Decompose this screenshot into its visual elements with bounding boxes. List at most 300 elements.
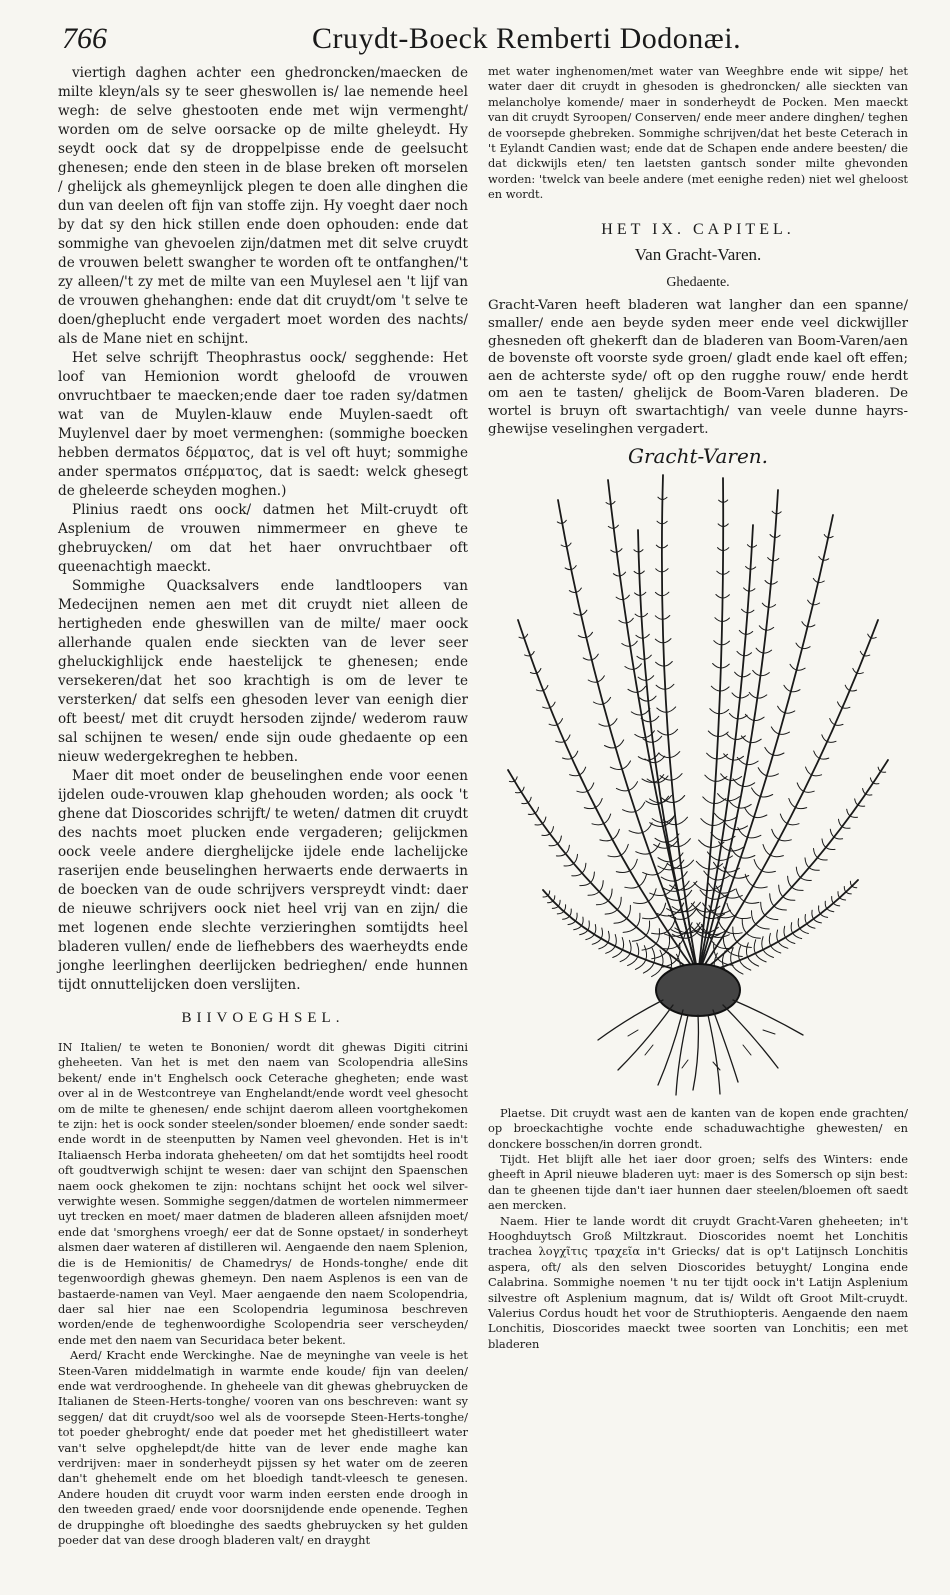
fern-leaflet [833, 903, 839, 906]
fern-leaflet [609, 718, 617, 725]
fern-leaflet [640, 698, 649, 701]
fern-leaflet [805, 858, 809, 868]
fern-leaflet [550, 702, 555, 708]
fern-leaflet [723, 594, 730, 597]
fern-leaflet [771, 727, 779, 734]
fern-leaflet [636, 913, 640, 927]
fern-leaflet [599, 880, 603, 891]
fern-leaflet [679, 838, 691, 846]
description-paragraph: Gracht-Varen heeft bladeren wat langher dan een spanne/ smaller/ ende aen beyde syden meer ende veel dickwijller ghesneden oft ghekerft dan de bladeren van Boom-Varen/aen de bovenste oft voorste syde groen/ gladt ende kael oft effen; aen de achterste syde/ oft op den rugghe rouw/ ende herdt om aen te tasten/ ghelijck de Boom-Varen bladeren. De wortel is bruyn oft swartachtigh/ van veele dunne hayrs-ghewijse veselinghen vergadert. [488, 298, 908, 437]
fern-leaflet [769, 933, 770, 945]
fern-leaflet [666, 936, 669, 952]
fern-leaflet [638, 677, 646, 680]
fern-leaflet [761, 794, 773, 796]
fern-leaflet [820, 758, 829, 759]
figure-caption: Gracht-Varen. [627, 444, 769, 469]
fern-leaflet [623, 809, 636, 811]
fern-leaflet [765, 915, 778, 919]
fern-leaflet [604, 814, 611, 824]
fern-leaflet [613, 950, 623, 958]
fern-leaflet [703, 797, 714, 804]
fern-leaflet [727, 950, 742, 956]
fern-leaflet [779, 732, 789, 734]
name-paragraph: Naem. Hier te lande wordt dit cruydt Gracht-Varen gheheeten; in't Hooghduytsch Groß Miltzkraut. Dioscorides noemt het Lonchitis trachea λογχῖτις τραχεῖα in't Griecks/ dat is op't Latijnsch Lonchitis aspera, oft/ als den selven Dioscorides betuyght/ Longina ende Calabrina. Sommighe noemen 't nu ter tijdt oock in't Latijn Asplenium silvestre oft Asplenium magnum, dat is/ Wildt oft Groot Milt-cruydt. Valerius Cordus houdt het voor de Struthiopteris. Aengaende den naem Lonchitis, Dioscorides maeckt twee soorten van Lonchitis; een met bladeren [488, 1213, 908, 1351]
fern-leaflet [745, 808, 754, 817]
fern-leaflet [577, 791, 588, 792]
fern-leaflet [556, 854, 565, 856]
fern-frond [698, 478, 723, 975]
fern-leaflet [655, 592, 662, 595]
fern-leaflet [528, 797, 531, 803]
fern-leaflet [751, 910, 755, 924]
fern-woodcut-illustration [488, 470, 908, 1100]
fern-leaflet [808, 600, 813, 605]
fern-leaflet [761, 902, 765, 915]
fern-leaflet [747, 761, 758, 765]
fern-leaflet [870, 778, 873, 783]
fern-leaflet [530, 651, 534, 655]
fern-leaflet [873, 783, 879, 784]
fern-leaflet [740, 694, 749, 697]
fern-leaflet [757, 695, 766, 698]
fern-leaflet [713, 663, 721, 668]
fern-leaflet [620, 572, 626, 576]
fern-leaflet [738, 715, 747, 719]
fern-leaflet [822, 839, 826, 848]
fern-leaflet [656, 756, 665, 762]
fern-leaflet [567, 543, 572, 547]
fern-leaflet [582, 917, 584, 926]
fern-leaflet [814, 751, 820, 758]
fern-leaflet [614, 918, 627, 923]
fern-leaflet [603, 697, 610, 704]
fern-leaflet [705, 775, 716, 781]
fern-leaflet [658, 730, 668, 734]
fern-woodcut-icon [488, 470, 908, 1100]
fern-leaflet [840, 897, 846, 899]
fern-leaflet [814, 919, 822, 923]
fern-leaflet [662, 592, 669, 596]
fern-leaflet [637, 656, 645, 659]
fern-leaflet [774, 906, 786, 910]
fern-leaflet [734, 826, 747, 830]
fern-leaflet [564, 863, 574, 865]
fern-leaflet [571, 565, 576, 569]
fern-leaflet [640, 592, 646, 595]
fern-leaflet [592, 654, 599, 660]
fern-leaflet [827, 908, 834, 911]
fern-leaflet [586, 632, 592, 637]
fern-leaflet [736, 889, 744, 901]
fern-leaflet [802, 621, 808, 626]
fern-leaflet [785, 711, 795, 713]
fern-leaflet [643, 916, 658, 918]
fern-leaflet [592, 823, 604, 824]
fern-leaflet [663, 638, 671, 642]
fern-leaflet [596, 798, 603, 807]
fern-leaflet [576, 588, 581, 592]
fern-leaflet [827, 741, 836, 742]
fern-leaflet [793, 933, 802, 939]
fern-leaflet [711, 686, 720, 691]
fern-leaflet [791, 922, 793, 933]
fern-leaflet [791, 689, 800, 691]
fern-leaflet [751, 739, 762, 742]
fern-leaflet [812, 775, 822, 776]
fern-leaflet [761, 672, 770, 675]
fern-leaflet [587, 783, 593, 791]
fern-leaflet [657, 708, 667, 712]
appendix-paragraph-2: Aerd/ Kracht ende Werckinghe. Nae de meyninghe van veele is het Steen-Varen middelmatigh in warmte ende koude/ fijn van deelen/ ende wat verdrooghende. In gheheele van dit ghewas ghebruycken de Italianen de Steen-Herts-tonghe/ vooren van ons beschreven: want sy seggen/ dat dit cruydt/soo wel als de voorsepde Steen-Herts-tonghe/ tot poeder ghebroght/ ende dat poeder met het ghedistilleert water van't selve opghelepdt/de hitte van de lever ende maghe kan verdrijven: maer in sonderheydt pijssen sy het water om de zeeren dan't ghehemelt ende om het bloedigh tandt-vleesch te genesen. Andere houden dit cruydt voor warm inden eersten ende droogh in den tweeden graed/ ende voor doorsnijdende ende openende. Teghen de druppinghe oft bloedinghe des saedts ghebruycken sy het gulden poeder dat van dese droogh bladeren valt/ en drayght [58, 1348, 468, 1547]
fern-leaflet [548, 901, 554, 903]
fern-leaflet [615, 934, 616, 946]
fern-leaflet [550, 826, 554, 833]
fern-leaflet [627, 618, 634, 623]
fern-leaflet [636, 802, 645, 811]
fern-leaflet [521, 787, 524, 792]
fern-leaflet [770, 855, 783, 857]
fern-leaflet [842, 826, 850, 828]
fern-leaflet [804, 791, 815, 792]
fern-leaflet [755, 953, 766, 961]
fern-leaflet [631, 712, 641, 715]
fern-leaflet [635, 960, 645, 970]
fern-leaflet [820, 914, 827, 918]
paragraph-4: Sommighe Quacksalvers ende landtloopers van Medecijnen nemen aen met dit cruydt niet alleen de hertigheden ende gheswillen van de milte/ maer oock allerhande qualen ende sieckten van de lever seer gheluckighlijck ende haestelijck te ghenesen; ende versekeren/dat het soo krachtigh is om de lever te versterken/ dat selfs een ghesoden lever van eenigh dier oft beest/ met dit cruydt hersoden zijnde/ wederom rauw sal schijnen te wesen/ ende sijn oude ghedaente op een nieuw wedergekreghen te hebben. [58, 578, 468, 765]
fern-leaflet [643, 823, 653, 833]
fern-leaflet [752, 788, 761, 797]
fern-leaflet [866, 794, 872, 795]
fern-leaflet [652, 948, 655, 963]
fern-leaflet [714, 813, 725, 820]
fern-leaflet [754, 859, 762, 870]
fern-leaflet [599, 942, 608, 948]
fern-leaflet [569, 909, 571, 916]
fern-leaflet [637, 943, 639, 957]
fern-leaflet [597, 676, 604, 682]
fern-leaflet [731, 948, 733, 963]
page-number: 766 [62, 22, 107, 55]
fern-leaflet [543, 685, 548, 690]
fern-leaflet [797, 783, 803, 791]
fern-leaflet [771, 946, 781, 953]
fern-leaflet [742, 919, 746, 933]
fern-leaflet [535, 807, 538, 813]
fern-leaflet [556, 741, 565, 742]
fern-leaflet [592, 938, 601, 944]
fern-leaflet [801, 877, 812, 880]
fern-leaflet [582, 863, 586, 873]
fern-leaflet [642, 943, 656, 949]
fern-leaflet [586, 934, 595, 939]
fern-leaflet [779, 885, 783, 897]
fern-leaflet [748, 957, 759, 966]
description-subheading: Ghedaente. [666, 274, 730, 290]
fern-leaflet [668, 729, 678, 735]
fern-leaflet [770, 894, 774, 906]
fern-leaflet [737, 942, 751, 948]
fern-leaflet [635, 734, 646, 737]
fern-leaflet [694, 882, 707, 890]
fern-leaflet [650, 799, 662, 803]
fern-leaflet [863, 788, 866, 794]
fern-leaflet [535, 823, 542, 824]
fern-leaflet [758, 767, 767, 775]
fern-leaflet [651, 716, 659, 721]
fern-leaflet [660, 950, 663, 965]
fern-leaflet [726, 931, 742, 933]
fern-leaflet [835, 724, 843, 725]
fern-leaflet [667, 707, 676, 712]
fern-leaflet [643, 872, 658, 875]
fern-leaflet [744, 901, 759, 903]
fern-leaflet [653, 736, 662, 742]
fern-leaflet [858, 805, 865, 806]
fern-leaflet [737, 757, 747, 764]
fern-leaflet [622, 643, 630, 646]
fern-leaflet [850, 816, 857, 817]
fern-leaflet [646, 675, 654, 680]
fern-leaflet [778, 706, 785, 713]
fern-leaflet [868, 634, 871, 638]
fern-leaflet [708, 731, 718, 737]
fern-leaflet [759, 626, 766, 630]
fern-leaflet [860, 651, 864, 655]
fern-leaflet [727, 733, 736, 739]
paragraph-5: Maer dit moet onder de beuselinghen ende voor eenen ijdelen oude-vrouwen klap ghehouden worden; als oock 't ghene dat Dioscorides schrijft/ te weten/ datmen dit cruydt des nachts moet plucken ende vergaderen; gelijckmen oock veele andere dierghelijcke ijdele ende lachelijcke raserijen ende beuselinghen herwaerts ende derwaerts in de boecken van de oude schrijvers verspreydt vindt: daer de nieuwe schrijvers oock niet heel vrij van en zijn/ die met logenen ende slechte verzieringhen somtijdts heel bladeren vullen/ ende de liefhebbers des waerheydts ende jonghe leerlinghen deerlijcken bedrieghen/ ende hunnen tijdt onnuttelijcken doen verslijten. [58, 768, 468, 993]
fern-leaflet [743, 783, 755, 787]
fern-leaflet [639, 874, 647, 886]
fern-leaflet [588, 891, 599, 895]
fern-leaflet [634, 901, 649, 903]
fern-leaflet [845, 685, 850, 690]
fern-leaflet [628, 956, 638, 965]
fern-leaflet [630, 641, 637, 646]
fern-leaflet [625, 886, 639, 888]
fern-leaflet [716, 594, 723, 598]
fern-leaflet [608, 855, 621, 857]
fern-leaflet [733, 927, 737, 942]
fern-leaflet [628, 689, 638, 692]
fern-leaflet [575, 913, 577, 921]
fern-leaflet [646, 921, 650, 935]
fern-leaflet [720, 687, 729, 691]
fern-leaflet [747, 933, 761, 938]
fern-leaflet [652, 965, 663, 976]
fern-leaflet [852, 886, 857, 888]
fern-leaflet [656, 569, 662, 572]
fern-leaflet [744, 588, 749, 591]
fern-leaflet [765, 580, 771, 584]
fern-leaflet [714, 640, 722, 644]
fern-leaflet [796, 807, 807, 808]
fern-leaflet [568, 921, 575, 925]
fern-leaflet [728, 796, 740, 800]
fern-leaflet [643, 738, 653, 742]
fern-leaflet [783, 896, 795, 900]
fern-leaflet [549, 844, 558, 846]
fern-leaflet [830, 829, 834, 837]
fern-leaflet [807, 924, 815, 929]
fern-leaflet [842, 707, 850, 708]
fern-leaflet [509, 781, 514, 782]
fern-leaflet [608, 889, 612, 901]
fern-leaflet [548, 891, 550, 896]
fern-leaflet [584, 807, 595, 808]
fern-leaflet [754, 940, 756, 954]
fern-leaflet [719, 709, 729, 713]
fern-leaflet [762, 603, 768, 607]
fern-leaflet [606, 946, 615, 953]
fern-leaflet [644, 945, 646, 959]
fern-leaflet [591, 872, 595, 883]
fern-leaflet [777, 930, 778, 942]
fern-leaflet [580, 930, 588, 935]
fern-leaflet [599, 724, 609, 726]
fern-leaflet [756, 648, 763, 653]
fern-leaflet [720, 889, 735, 893]
fern-leaflet [763, 650, 771, 653]
fern-leaflet [746, 943, 748, 957]
fern-leaflet [716, 776, 727, 781]
fern-leaflet [665, 815, 676, 823]
fern-leaflet [839, 819, 843, 826]
fern-leaflet [846, 892, 851, 894]
book-title: Cruydt-Boeck Remberti Dodonæi. [312, 22, 742, 55]
fern-leaflet [656, 685, 665, 689]
fern-leaflet [754, 717, 764, 720]
fern-leaflet [729, 713, 737, 718]
fern-leaflet [722, 641, 730, 645]
fern-leaflet [696, 908, 709, 918]
fern-leaflet [627, 905, 631, 918]
fern-leaflet [773, 753, 784, 755]
fern-leaflet [552, 906, 558, 908]
fern-leaflet [654, 844, 668, 848]
fern-leaflet [740, 960, 751, 970]
fern-leaflet [753, 886, 767, 888]
fern-leaflet [542, 834, 550, 836]
fern-leaflet [830, 718, 835, 724]
fern-leaflet [762, 870, 776, 872]
fern-leaflet [768, 557, 773, 560]
fern-leaflet [623, 927, 636, 932]
fern-leaflet [522, 802, 528, 803]
fern-leaflet [563, 758, 572, 759]
fern-leaflet [847, 809, 850, 816]
fern-leaflet [735, 672, 742, 677]
fern-leaflet [623, 595, 629, 599]
right-column [488, 64, 908, 1352]
fern-leaflet [780, 814, 787, 824]
fern-leaflet [825, 901, 827, 908]
fern-leaflet [616, 870, 630, 872]
fern-leaflet [543, 707, 551, 708]
fern-leaflet [749, 692, 757, 698]
fern-leaflet [537, 668, 541, 673]
fern-leaflet [707, 753, 717, 759]
fern-leaflet [558, 836, 562, 844]
fern-leaflet [763, 844, 770, 855]
fern-leaflet [570, 774, 580, 775]
fern-leaflet [630, 859, 637, 870]
fern-leaflet [588, 680, 597, 682]
fern-leaflet [741, 736, 750, 743]
fern-leaflet [648, 696, 656, 701]
fern-leaflet [600, 839, 612, 840]
fern-leaflet [616, 788, 628, 790]
fern-leaflet [696, 861, 709, 869]
fern-details [488, 1106, 908, 1353]
fern-leaflet [580, 882, 591, 885]
fern-leaflet [748, 835, 761, 838]
fern-leaflet [853, 668, 857, 673]
fern-leaflet [642, 613, 648, 617]
fern-leaflet [643, 962, 654, 972]
fern-leaflet [763, 949, 773, 957]
fern-leaflet [596, 901, 608, 905]
fern-leaflet [662, 568, 668, 571]
fern-frond [698, 620, 878, 975]
fern-leaflet [601, 928, 602, 939]
fern-leaflet [819, 906, 821, 914]
running-head [62, 18, 902, 66]
fern-leaflet [754, 815, 767, 818]
left-column [58, 64, 468, 1548]
fern-leaflet [798, 918, 800, 928]
fern-leaflet [850, 881, 852, 886]
fern-leaflet [580, 767, 586, 775]
fern-leaflet [727, 903, 735, 916]
fern-leaflet [672, 853, 683, 862]
fern-leaflet [572, 873, 582, 876]
fern-leaflet [632, 935, 646, 941]
fern-leaflet [656, 662, 665, 666]
fern-leaflet [756, 924, 769, 929]
fern-leaflet [699, 840, 711, 847]
fern-leaflet [553, 895, 555, 900]
fern-leaflet [581, 610, 587, 615]
fern-leaflet [558, 900, 560, 906]
fern-leaflet [822, 735, 827, 742]
continuation-paragraph: met water inghenomen/met water van Weeghbre ende wit sippe/ het water daer dit cruydt in ghesoden is ghedroncken/ alle sieckten van melancholye komende/ maer in sonderheydt de Pocken. Men maeckt van dit cruydt Syroopen/ Conserven/ ende meer andere dinghen/ teghen de voorsepde ghebreken. Sommighe schrijven/dat het beste Ceterach in 't Eylandt Candien wast; ende dat de Schapen ende andere beesten/ die dat dickwijls eten/ ten laetsten gantsch sonder milte ghevonden worden: 'twelck van beele andere (met eenighe reden) niet wel gheloost en wordt. [488, 64, 908, 202]
fern-leaflet [762, 936, 763, 949]
fern-leaflet [742, 673, 750, 676]
fern-leaflet [813, 578, 818, 582]
fern-leaflet [557, 718, 562, 724]
fern-leaflet [742, 609, 748, 613]
fern-leaflet [622, 761, 631, 769]
fern-leaflet [638, 686, 646, 692]
fern-leaflet [572, 751, 578, 758]
fern-leaflet [543, 895, 548, 896]
fern-leaflet [787, 823, 799, 824]
fern-leaflet [617, 897, 621, 909]
fern-leaflet [753, 670, 761, 675]
fern-leaflet [732, 693, 740, 698]
fern-leaflet [710, 708, 719, 713]
fern-leaflet [656, 928, 660, 943]
fern-leaflet [701, 818, 713, 825]
fern-leaflet [788, 876, 792, 887]
fern-leaflet [663, 615, 670, 619]
place-paragraph: Plaetse. Dit cruydt wast aen de kanten van de kopen ende grachten/ op broeckachtighe vochte ende schaduwachtighe ghewesten/ en donckere bosschen/in dorren grondt. [488, 1105, 908, 1151]
fern-leaflet [722, 618, 729, 622]
fern-leaflet [650, 893, 665, 895]
fern-leaflet [786, 937, 795, 943]
fern-leaflet [617, 548, 622, 552]
fern-leaflet [594, 924, 596, 934]
